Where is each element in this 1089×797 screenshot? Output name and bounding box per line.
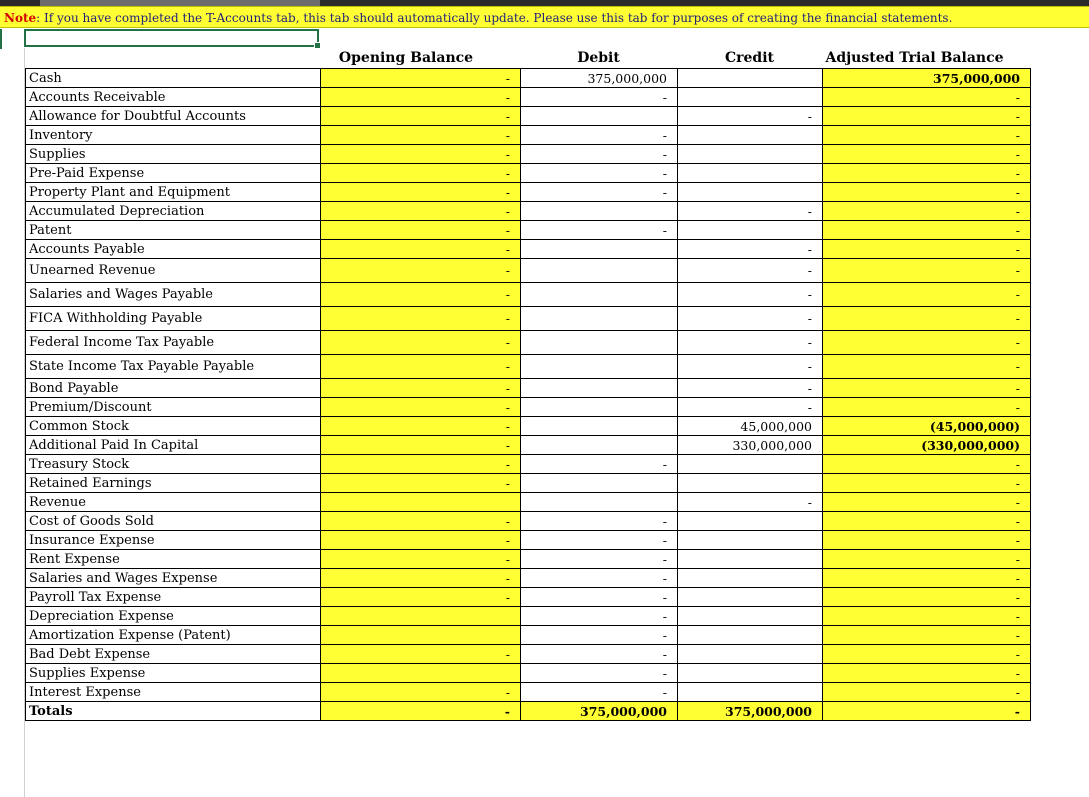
credit-cell[interactable] (678, 474, 823, 493)
credit-cell[interactable] (678, 645, 823, 664)
credit-cell[interactable]: - (678, 283, 823, 307)
table-row (26, 683, 1031, 702)
debit-cell[interactable]: - (521, 683, 678, 702)
opening-balance-cell[interactable]: - (321, 474, 521, 493)
opening-balance-cell[interactable] (321, 493, 521, 512)
debit-cell[interactable]: - (521, 88, 678, 107)
table-row (26, 569, 1031, 588)
opening-balance-cell[interactable]: - (321, 683, 521, 702)
note-label: Note (4, 11, 37, 25)
opening-balance-cell[interactable]: - (321, 307, 521, 331)
credit-cell[interactable] (678, 69, 823, 88)
account-name-cell[interactable]: Accumulated Depreciation (26, 202, 321, 221)
table-row (26, 283, 1031, 307)
debit-cell[interactable]: - (521, 664, 678, 683)
table-row (26, 69, 1031, 88)
adjusted-balance-cell[interactable]: - (823, 645, 1031, 664)
account-name-cell[interactable]: Property Plant and Equipment (26, 183, 321, 202)
credit-cell[interactable]: - (678, 307, 823, 331)
account-name-cell[interactable]: Payroll Tax Expense (26, 588, 321, 607)
debit-cell[interactable]: - (521, 607, 678, 626)
account-name-cell[interactable]: Premium/Discount (26, 398, 321, 417)
opening-balance-cell[interactable] (321, 607, 521, 626)
opening-balance-cell[interactable]: - (321, 569, 521, 588)
debit-cell[interactable] (521, 240, 678, 259)
table-row (26, 455, 1031, 474)
adjusted-balance-cell[interactable]: - (823, 259, 1031, 283)
adjusted-balance-cell[interactable]: - (823, 240, 1031, 259)
credit-cell[interactable]: - (678, 331, 823, 355)
account-name-cell[interactable]: Inventory (26, 126, 321, 145)
table-row (26, 202, 1031, 221)
debit-cell[interactable]: - (521, 164, 678, 183)
note-banner (0, 6, 1089, 28)
account-name-cell[interactable]: Supplies (26, 145, 321, 164)
table-row (26, 474, 1031, 493)
credit-cell[interactable]: 330,000,000 (678, 436, 823, 455)
account-name-cell[interactable]: Supplies Expense (26, 664, 321, 683)
adjusted-balance-cell[interactable]: - (823, 550, 1031, 569)
credit-cell[interactable] (678, 126, 823, 145)
account-name-cell[interactable]: Allowance for Doubtful Accounts (26, 107, 321, 126)
account-name-cell[interactable]: Bad Debt Expense (26, 645, 321, 664)
adjusted-balance-cell[interactable]: - (823, 664, 1031, 683)
adjusted-balance-cell[interactable]: - (823, 164, 1031, 183)
debit-cell[interactable]: - (521, 588, 678, 607)
table-row (26, 331, 1031, 355)
opening-balance-cell[interactable]: - (321, 436, 521, 455)
account-name-cell[interactable]: Bond Payable (26, 379, 321, 398)
opening-balance-cell[interactable]: - (321, 455, 521, 474)
account-name-cell[interactable]: Insurance Expense (26, 531, 321, 550)
account-name-cell[interactable]: Interest Expense (26, 683, 321, 702)
table-row (26, 88, 1031, 107)
opening-balance-cell[interactable]: - (321, 512, 521, 531)
debit-cell[interactable] (521, 307, 678, 331)
opening-balance-cell[interactable]: - (321, 550, 521, 569)
account-name-cell[interactable]: Common Stock (26, 417, 321, 436)
credit-cell[interactable] (678, 221, 823, 240)
account-name-cell[interactable]: State Income Tax Payable Payable (26, 355, 321, 379)
debit-cell[interactable]: - (521, 221, 678, 240)
account-name-cell[interactable]: Salaries and Wages Expense (26, 569, 321, 588)
note-text: : If you have completed the T-Accounts tab, this tab should automatically update. Please use this tab for purposes of creating the financial statements. (36, 11, 953, 25)
adjusted-balance-cell[interactable]: - (823, 331, 1031, 355)
credit-cell[interactable] (678, 455, 823, 474)
header-debit: Debit (577, 50, 620, 66)
opening-balance-cell[interactable] (321, 626, 521, 645)
credit-cell[interactable]: - (678, 398, 823, 417)
credit-cell[interactable] (678, 588, 823, 607)
debit-cell[interactable]: - (521, 183, 678, 202)
adjusted-balance-cell[interactable]: - (823, 398, 1031, 417)
opening-balance-cell[interactable]: - (321, 355, 521, 379)
table-row (26, 221, 1031, 240)
adjusted-balance-cell[interactable]: - (823, 474, 1031, 493)
header-adjusted-trial-balance: Adjusted Trial Balance (825, 50, 1004, 66)
table-row (26, 588, 1031, 607)
credit-cell[interactable] (678, 569, 823, 588)
header-credit: Credit (725, 50, 774, 66)
opening-balance-cell[interactable]: - (321, 379, 521, 398)
opening-balance-cell[interactable] (321, 664, 521, 683)
table-row (26, 645, 1031, 664)
account-name-cell[interactable]: Salaries and Wages Payable (26, 283, 321, 307)
adjusted-balance-cell[interactable]: - (823, 202, 1031, 221)
credit-cell[interactable] (678, 664, 823, 683)
adjusted-balance-cell[interactable]: - (823, 512, 1031, 531)
account-name-cell[interactable]: Unearned Revenue (26, 259, 321, 283)
opening-balance-cell[interactable]: - (321, 183, 521, 202)
debit-cell[interactable] (521, 436, 678, 455)
adjusted-balance-cell[interactable]: - (823, 607, 1031, 626)
account-name-cell[interactable]: Patent (26, 221, 321, 240)
adjusted-balance-cell[interactable]: - (823, 455, 1031, 474)
total-adjusted-cell[interactable]: - (823, 702, 1031, 721)
table-row (26, 531, 1031, 550)
debit-cell[interactable] (521, 331, 678, 355)
adjusted-balance-cell[interactable]: - (823, 145, 1031, 164)
debit-cell[interactable]: - (521, 531, 678, 550)
table-row (26, 398, 1031, 417)
table-row (26, 379, 1031, 398)
opening-balance-cell[interactable]: - (321, 331, 521, 355)
debit-cell[interactable] (521, 379, 678, 398)
debit-cell[interactable]: - (521, 512, 678, 531)
table-row (26, 107, 1031, 126)
opening-balance-cell[interactable]: - (321, 645, 521, 664)
credit-cell[interactable] (678, 607, 823, 626)
account-name-cell[interactable]: Cash (26, 69, 321, 88)
table-row (26, 145, 1031, 164)
table-row (26, 183, 1031, 202)
account-name-cell[interactable]: Retained Earnings (26, 474, 321, 493)
debit-cell[interactable] (521, 107, 678, 126)
table-row (26, 436, 1031, 455)
credit-cell[interactable] (678, 145, 823, 164)
table-row (26, 259, 1031, 283)
credit-cell[interactable]: 45,000,000 (678, 417, 823, 436)
credit-cell[interactable] (678, 88, 823, 107)
credit-cell[interactable] (678, 626, 823, 645)
account-name-cell[interactable]: Revenue (26, 493, 321, 512)
opening-balance-cell[interactable]: - (321, 88, 521, 107)
credit-cell[interactable] (678, 164, 823, 183)
total-debit-cell[interactable]: 375,000,000 (521, 702, 678, 721)
account-name-cell[interactable]: Accounts Payable (26, 240, 321, 259)
account-name-cell[interactable]: FICA Withholding Payable (26, 307, 321, 331)
credit-cell[interactable]: - (678, 355, 823, 379)
account-name-cell[interactable]: Amortization Expense (Patent) (26, 626, 321, 645)
adjusted-balance-cell[interactable]: (45,000,000) (823, 417, 1031, 436)
table-row (26, 417, 1031, 436)
adjusted-balance-cell[interactable]: 375,000,000 (823, 69, 1031, 88)
debit-cell[interactable]: - (521, 550, 678, 569)
debit-cell[interactable] (521, 417, 678, 436)
debit-cell[interactable]: - (521, 645, 678, 664)
totals-label[interactable]: Totals (26, 702, 321, 721)
adjusted-balance-cell[interactable]: - (823, 126, 1031, 145)
table-row (26, 493, 1031, 512)
account-name-cell[interactable]: Depreciation Expense (26, 607, 321, 626)
opening-balance-cell[interactable]: - (321, 398, 521, 417)
debit-cell[interactable] (521, 202, 678, 221)
debit-cell[interactable] (521, 355, 678, 379)
debit-cell[interactable]: 375,000,000 (521, 69, 678, 88)
credit-cell[interactable]: - (678, 240, 823, 259)
debit-cell[interactable] (521, 398, 678, 417)
adjusted-balance-cell[interactable]: - (823, 626, 1031, 645)
debit-cell[interactable] (521, 283, 678, 307)
adjusted-balance-cell[interactable]: - (823, 88, 1031, 107)
credit-cell[interactable]: - (678, 493, 823, 512)
opening-balance-cell[interactable]: - (321, 145, 521, 164)
selection-edge (0, 29, 2, 49)
credit-cell[interactable]: - (678, 107, 823, 126)
total-opening-cell[interactable]: - (321, 702, 521, 721)
credit-cell[interactable] (678, 550, 823, 569)
table-row (26, 355, 1031, 379)
credit-cell[interactable] (678, 183, 823, 202)
adjusted-balance-cell[interactable]: - (823, 307, 1031, 331)
debit-cell[interactable] (521, 493, 678, 512)
account-name-cell[interactable]: Pre-Paid Expense (26, 164, 321, 183)
credit-cell[interactable] (678, 512, 823, 531)
opening-balance-cell[interactable]: - (321, 259, 521, 283)
credit-cell[interactable]: - (678, 379, 823, 398)
credit-cell[interactable]: - (678, 202, 823, 221)
table-row (26, 126, 1031, 145)
table-row (26, 607, 1031, 626)
account-name-cell[interactable]: Cost of Goods Sold (26, 512, 321, 531)
table-row (26, 512, 1031, 531)
opening-balance-cell[interactable]: - (321, 588, 521, 607)
debit-cell[interactable]: - (521, 626, 678, 645)
debit-cell[interactable]: - (521, 455, 678, 474)
adjusted-balance-cell[interactable]: - (823, 493, 1031, 512)
opening-balance-cell[interactable]: - (321, 126, 521, 145)
opening-balance-cell[interactable]: - (321, 202, 521, 221)
opening-balance-cell[interactable]: - (321, 221, 521, 240)
account-name-cell[interactable]: Accounts Receivable (26, 88, 321, 107)
credit-cell[interactable] (678, 531, 823, 550)
opening-balance-cell[interactable]: - (321, 417, 521, 436)
credit-cell[interactable]: - (678, 259, 823, 283)
opening-balance-cell[interactable]: - (321, 69, 521, 88)
header-opening-balance-sheet: Opening Balance (338, 50, 474, 66)
account-name-cell[interactable]: Rent Expense (26, 550, 321, 569)
table-row (26, 626, 1031, 645)
table-row (26, 664, 1031, 683)
totals-row (26, 702, 1031, 721)
credit-cell[interactable] (678, 683, 823, 702)
table-row (26, 164, 1031, 183)
account-name-cell[interactable]: Federal Income Tax Payable (26, 331, 321, 355)
debit-cell[interactable]: - (521, 145, 678, 164)
debit-cell[interactable]: - (521, 569, 678, 588)
account-name-cell[interactable]: Treasury Stock (26, 455, 321, 474)
selected-cell[interactable] (24, 29, 319, 47)
opening-balance-cell[interactable]: - (321, 107, 521, 126)
account-name-cell[interactable]: Additional Paid In Capital (26, 436, 321, 455)
table-row (26, 307, 1031, 331)
adjusted-balance-cell[interactable]: - (823, 588, 1031, 607)
opening-balance-cell[interactable]: - (321, 531, 521, 550)
adjusted-balance-cell[interactable]: - (823, 107, 1031, 126)
debit-cell[interactable] (521, 259, 678, 283)
adjusted-balance-cell[interactable]: - (823, 683, 1031, 702)
debit-cell[interactable] (521, 474, 678, 493)
adjusted-balance-cell[interactable]: - (823, 531, 1031, 550)
debit-cell[interactable]: - (521, 126, 678, 145)
table-row (26, 240, 1031, 259)
opening-balance-cell[interactable]: - (321, 164, 521, 183)
adjusted-balance-cell[interactable]: (330,000,000) (823, 436, 1031, 455)
table-row (26, 550, 1031, 569)
adjusted-balance-cell[interactable]: - (823, 569, 1031, 588)
adjusted-balance-cell[interactable]: - (823, 283, 1031, 307)
total-credit-cell[interactable]: 375,000,000 (678, 702, 823, 721)
adjusted-balance-cell[interactable]: - (823, 183, 1031, 202)
trial-balance-table (25, 68, 1031, 721)
opening-balance-cell[interactable]: - (321, 283, 521, 307)
adjusted-balance-cell[interactable]: - (823, 355, 1031, 379)
opening-balance-cell[interactable]: - (321, 240, 521, 259)
adjusted-balance-cell[interactable]: - (823, 221, 1031, 240)
adjusted-balance-cell[interactable]: - (823, 379, 1031, 398)
